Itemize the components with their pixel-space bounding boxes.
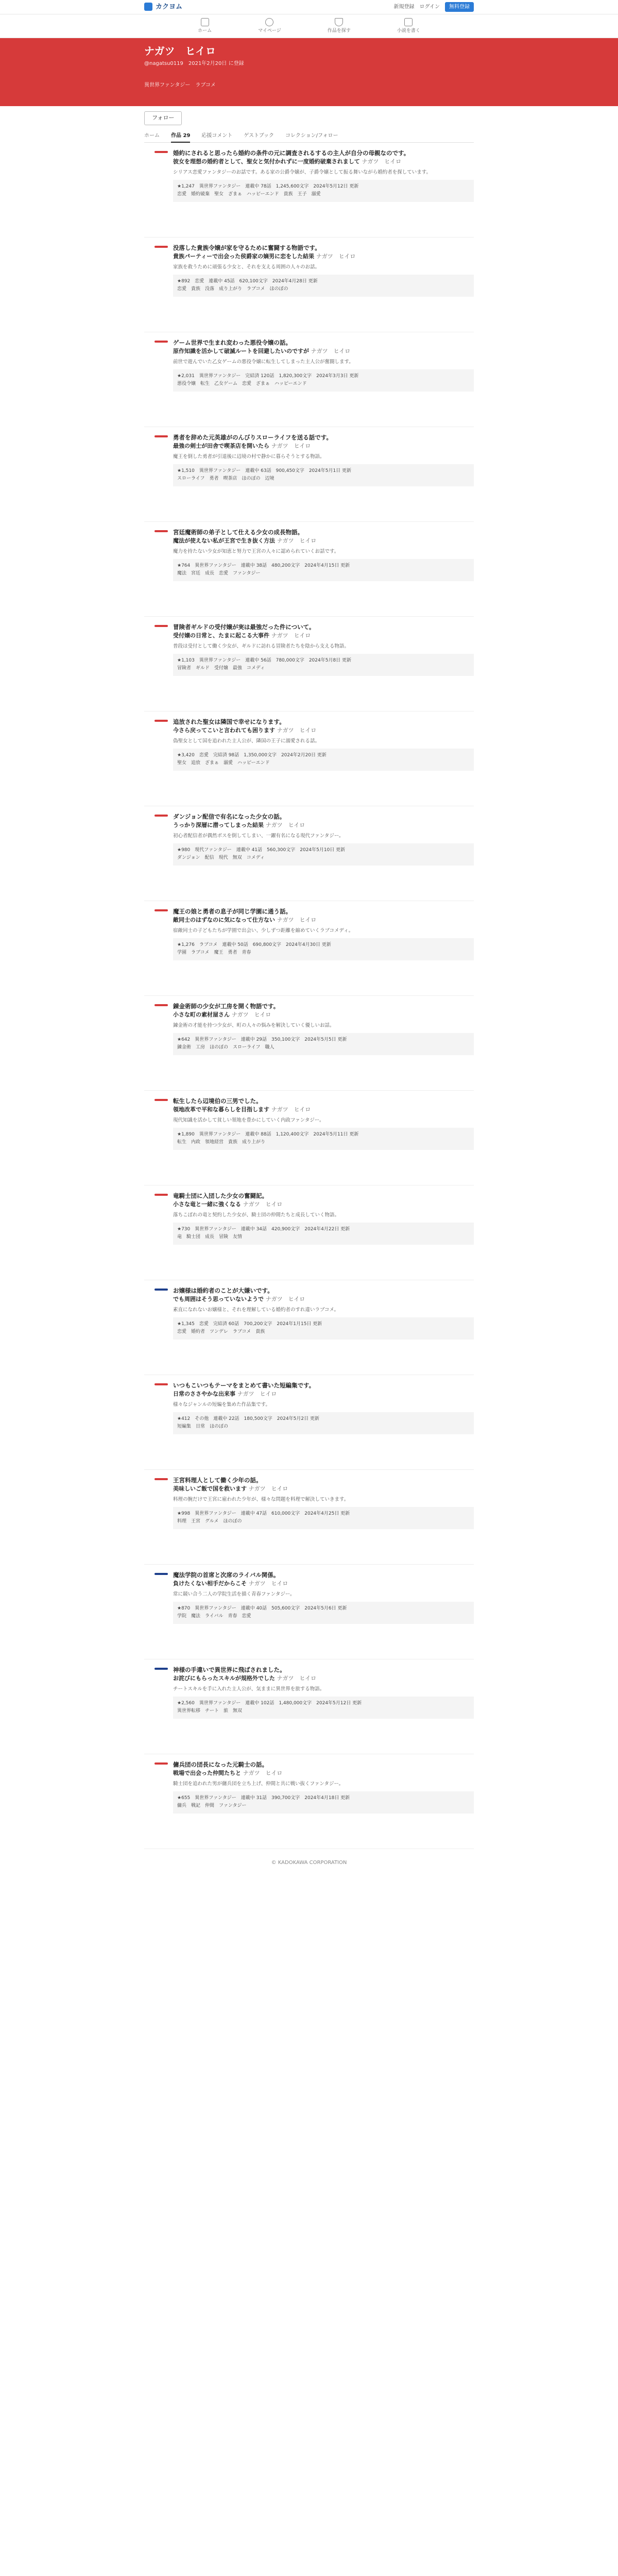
work-tags[interactable]: 学園 ラブコメ 魔王 勇者 青春: [177, 950, 251, 956]
register-button[interactable]: 無料登録: [445, 2, 474, 12]
work-stats: ★412 その他 連載中 22話 180,500文字 2024年5月2日 更新: [177, 1416, 319, 1422]
work-intro: 普段は受付として働く少女が、ギルドに訪れる冒険者たちを陰から支える物語。: [173, 643, 349, 650]
work-item[interactable]: [144, 1470, 474, 1565]
work-intro: 様々なジャンルの短編を集めた作品集です。: [173, 1402, 270, 1408]
works-list: [144, 143, 474, 1849]
work-catchcopy: 彼女を理想の婚約者として、聖女と気付かれずに一度婚約破棄されまして: [173, 158, 360, 165]
work-author[interactable]: ナガツ ヒイロ: [265, 822, 305, 829]
work-author[interactable]: ナガツ ヒイロ: [248, 1580, 288, 1587]
work-intro: 前世で遊んでいた乙女ゲームの悪役令嬢に転生してしまった主人公が奮闘します。: [173, 359, 354, 365]
work-subtitle: [173, 917, 474, 924]
genre-color-bar: [154, 1004, 168, 1006]
work-meta: [173, 1697, 474, 1719]
profile-header: [0, 38, 618, 106]
author-name: ナガツ ヒイロ: [144, 45, 216, 57]
work-meta: [173, 1317, 474, 1340]
nav-write-label: 小説を書く: [397, 28, 420, 33]
work-intro: 魔王を倒した勇者が引退後に辺境の村で静かに暮らそうとする物語。: [173, 454, 325, 460]
work-author[interactable]: ナガツ ヒイロ: [231, 1011, 271, 1019]
work-item[interactable]: [144, 522, 474, 617]
tab-works[interactable]: 作品 29: [171, 132, 190, 143]
work-subtitle: [173, 158, 474, 166]
work-stats: ★2,031 異世界ファンタジー 完結済 120話 1,820,300文字 2024年3月3日 更新: [177, 374, 359, 379]
work-tags[interactable]: 聖女 追放 ざまぁ 溺愛 ハッピーエンド: [177, 760, 270, 766]
work-tags[interactable]: 料理 王宮 グルメ ほのぼの: [177, 1519, 242, 1524]
work-title[interactable]: 神様の手違いで異世界に飛ばされました。: [173, 1666, 286, 1674]
work-title[interactable]: 魔王の娘と勇者の息子が同じ学園に通う話。: [173, 908, 291, 916]
main-nav: [0, 14, 618, 38]
work-subtitle: [173, 348, 474, 355]
work-tags[interactable]: 学院 魔法 ライバル 青春 恋愛: [177, 1614, 251, 1619]
work-stats: ★2,560 異世界ファンタジー 連載中 102話 1,480,000文字 2024年5月12日 更新: [177, 1701, 362, 1706]
work-tags[interactable]: 悪役令嬢 転生 乙女ゲーム 恋愛 ざまぁ ハッピーエンド: [177, 381, 307, 387]
work-tags[interactable]: 冒険者 ギルド 受付嬢 最強 コメディ: [177, 666, 265, 671]
work-title[interactable]: いつもこいつもテーマをまとめて書いた短編集です。: [173, 1382, 315, 1389]
nav-search[interactable]: [328, 18, 351, 34]
top-bar: [0, 0, 618, 14]
work-subtitle: [173, 1106, 474, 1114]
login-link[interactable]: ログイン: [419, 4, 440, 10]
work-stats: ★980 現代ファンタジー 連載中 41話 560,300文字 2024年5月10日 更新: [177, 848, 346, 853]
genre-color-bar: [154, 1478, 168, 1480]
work-stats: ★1,103 異世界ファンタジー 連載中 56話 780,000文字 2024年5月8日 更新: [177, 658, 352, 664]
work-stats: ★892 恋愛 連載中 45話 620,100文字 2024年4月28日 更新: [177, 279, 318, 284]
work-intro: 料理の腕だけで王宮に雇われた少年が、様々な問題を料理で解決していきます。: [173, 1497, 349, 1503]
work-author[interactable]: ナガツ ヒイロ: [271, 443, 311, 450]
genre-color-bar: [154, 246, 168, 248]
work-catchcopy: 負けたくない相手だからこそ: [173, 1580, 247, 1587]
work-author[interactable]: ナガツ ヒイロ: [243, 1201, 283, 1208]
work-stats: ★642 異世界ファンタジー 連載中 29話 350,100文字 2024年5月5日 更新: [177, 1037, 347, 1043]
logo-icon: [144, 3, 152, 11]
work-catchcopy: でも周囲はそう思っていないようで: [173, 1296, 264, 1303]
nav-home[interactable]: [198, 18, 212, 34]
work-author[interactable]: ナガツ ヒイロ: [248, 1485, 288, 1493]
top-links: [394, 2, 474, 12]
work-catchcopy: 今さら戻ってこいと言われても困ります: [173, 727, 275, 734]
work-title[interactable]: 婚約にされると思ったら婚約の条件の元に調査されるするの主人が自分の母親なのです。: [173, 149, 410, 157]
work-meta: [173, 464, 474, 486]
site-logo[interactable]: [144, 3, 182, 12]
work-catchcopy: 受付嬢の日常と、たまに起こる大事件: [173, 632, 269, 639]
work-title[interactable]: 宮廷魔術師の弟子として仕える少女の成長物語。: [173, 529, 303, 536]
tab-guestbook[interactable]: ゲストブック: [244, 132, 274, 139]
genre-color-bar: [154, 1289, 168, 1291]
work-intro: チートスキルを手に入れた主人公が、気ままに異世界を旅する物語。: [173, 1686, 325, 1692]
work-tags[interactable]: 傭兵 戦記 仲間 ファンタジー: [177, 1803, 247, 1809]
work-item[interactable]: [144, 1185, 474, 1280]
work-title[interactable]: 傭兵団の団長になった元騎士の話。: [173, 1761, 268, 1769]
work-title[interactable]: 錬金術師の少女が工房を開く物語です。: [173, 1003, 280, 1010]
work-item[interactable]: [144, 332, 474, 427]
work-stats: ★730 異世界ファンタジー 連載中 34話 420,900文字 2024年4月22日 更新: [177, 1227, 350, 1232]
genre-color-bar: [154, 1194, 168, 1196]
work-item[interactable]: [144, 996, 474, 1091]
work-meta: [173, 938, 474, 960]
work-subtitle: [173, 632, 474, 640]
work-tags[interactable]: ダンジョン 配信 現代 無双 コメディ: [177, 855, 265, 861]
genre-color-bar: [154, 909, 168, 911]
work-catchcopy: うっかり深層に潜ってしまった結果: [173, 822, 264, 829]
work-author[interactable]: ナガツ ヒイロ: [243, 1770, 283, 1777]
work-intro: 偽聖女として国を追われた主人公が、隣国の王子に溺愛される話。: [173, 738, 320, 744]
work-meta: [173, 749, 474, 771]
work-tags[interactable]: スローライフ 勇者 喫茶店 ほのぼの 辺境: [177, 476, 274, 482]
work-meta: [173, 275, 474, 297]
work-intro: シリアス恋愛ファンタジーのお話です。ある家の公爵令嬢が、子爵令嬢として振る舞いながら婚約者を探しています。: [173, 170, 432, 176]
genre-color-bar: [154, 1383, 168, 1385]
work-intro: 現代知識を活かして貧しい領地を豊かにしていく内政ファンタジー。: [173, 1117, 324, 1124]
genre-color-bar: [154, 151, 168, 153]
work-item[interactable]: [144, 238, 474, 332]
work-meta: [173, 1791, 474, 1814]
work-stats: ★1,890 異世界ファンタジー 連載中 88話 1,120,400文字 2024年5月11日 更新: [177, 1132, 359, 1138]
genre-color-bar: [154, 435, 168, 437]
work-meta: [173, 654, 474, 676]
profile-tabs: [144, 132, 474, 143]
work-title[interactable]: ゲーム世界で生まれ変わった悪役令嬢の話。: [173, 339, 291, 347]
genre-color-bar: [154, 1668, 168, 1670]
work-item[interactable]: [144, 806, 474, 901]
work-item[interactable]: [144, 427, 474, 522]
work-stats: ★655 異世界ファンタジー 連載中 31話 390,700文字 2024年4月18日 更新: [177, 1795, 350, 1801]
genre-color-bar: [154, 1573, 168, 1575]
search-icon: [335, 18, 343, 26]
work-meta: [173, 1128, 474, 1150]
work-item[interactable]: [144, 1375, 474, 1470]
work-subtitle: [173, 1485, 474, 1493]
nav-home-label: ホーム: [198, 28, 212, 33]
work-author[interactable]: ナガツ ヒイロ: [271, 1106, 311, 1113]
work-meta: [173, 180, 474, 202]
signup-link[interactable]: 新規登録: [393, 4, 415, 10]
pen-icon: [404, 18, 413, 26]
work-catchcopy: 最強の剣士が田舎で喫茶店を開いたら: [173, 443, 269, 450]
work-subtitle: [173, 1580, 474, 1588]
work-subtitle: [173, 1201, 474, 1209]
work-intro: 初心者配信者が偶然ボスを倒してしまい、一躍有名になる現代ファンタジー。: [173, 833, 344, 839]
nav-search-label: 作品を探す: [327, 28, 351, 33]
work-subtitle: [173, 1296, 474, 1303]
work-subtitle: [173, 443, 474, 450]
genre-color-bar: [154, 1762, 168, 1765]
work-title[interactable]: 没落した貴族令嬢が家を守るために奮闘する物語です。: [173, 244, 321, 252]
work-stats: ★1,345 恋愛 完結済 60話 700,200文字 2024年1月15日 更新: [177, 1321, 322, 1327]
work-stats: ★1,247 異世界ファンタジー 連載中 78話 1,245,600文字 2024年5月12日 更新: [177, 184, 359, 190]
work-meta: [173, 559, 474, 581]
work-author[interactable]: ナガツ ヒイロ: [311, 348, 351, 355]
work-title[interactable]: 勇者を辞めた元英雄がのんびりスローライフを送る話です。: [173, 434, 332, 442]
footer: © KADOKAWA CORPORATION: [271, 1860, 347, 1866]
genre-color-bar: [154, 530, 168, 532]
work-author[interactable]: ナガツ ヒイロ: [237, 1391, 277, 1398]
genre-color-bar: [154, 625, 168, 627]
work-title[interactable]: 竜騎士団に入団した少女の奮闘記。: [173, 1192, 268, 1200]
work-item[interactable]: [144, 1280, 474, 1375]
author-id: @nagatsu0119 2021年2月20日 に登録: [144, 61, 244, 66]
work-tags[interactable]: 転生 内政 領地経営 貴族 成り上がり: [177, 1140, 266, 1145]
work-intro: 素直になれないお嬢様と、それを理解している婚約者のすれ違いラブコメ。: [173, 1307, 339, 1313]
follow-button[interactable]: フォロー: [144, 111, 182, 125]
work-stats: ★998 異世界ファンタジー 連載中 47話 610,000文字 2024年4月25日 更新: [177, 1511, 350, 1517]
work-title[interactable]: ダンジョン配信で有名になった少女の話。: [173, 813, 286, 821]
work-meta: [173, 1412, 474, 1434]
work-intro: 宿敵同士の子どもたちが学園で出会い、少しずつ距離を縮めていくラブコメディ。: [173, 928, 354, 934]
genre-color-bar: [154, 1099, 168, 1101]
work-catchcopy: 敵同士のはずなのに気になって仕方ない: [173, 917, 275, 924]
work-intro: 常に競い合う二人の学院生活を描く青春ファンタジー。: [173, 1591, 295, 1598]
work-item[interactable]: [144, 617, 474, 711]
genre-color-bar: [154, 720, 168, 722]
work-catchcopy: 美味しいご飯で国を救います: [173, 1485, 247, 1493]
work-stats: ★3,420 恋愛 完結済 98話 1,350,000文字 2024年2月20日 更新: [177, 753, 327, 758]
work-meta: [173, 1507, 474, 1529]
nav-mypage-label: マイページ: [258, 28, 281, 33]
work-author[interactable]: ナガツ ヒイロ: [316, 253, 356, 260]
work-author[interactable]: ナガツ ヒイロ: [271, 632, 311, 639]
work-intro: 騎士団を追われた男が傭兵団を立ち上げ、仲間と共に戦い抜くファンタジー。: [173, 1781, 344, 1787]
work-catchcopy: お詫びにもらったスキルが規格外でした: [173, 1675, 275, 1682]
work-catchcopy: 戦場で出会った仲間たちと: [173, 1770, 241, 1777]
nav-mypage[interactable]: [258, 18, 281, 34]
work-subtitle: [173, 727, 474, 735]
work-meta: [173, 1223, 474, 1245]
work-title[interactable]: 王宮料理人として働く少年の話。: [173, 1477, 262, 1484]
work-item[interactable]: [144, 1565, 474, 1659]
work-stats: ★1,510 異世界ファンタジー 連載中 63話 900,450文字 2024年5月1日 更新: [177, 468, 352, 474]
work-tags[interactable]: 異世界転移 チート 旅 無双: [177, 1708, 243, 1714]
work-item[interactable]: [144, 1659, 474, 1754]
work-tags[interactable]: 錬金術 工房 ほのぼの スローライフ 職人: [177, 1045, 274, 1050]
work-subtitle: [173, 1770, 474, 1777]
work-intro: 錬金術の才能を持つ少女が、町の人々の悩みを解決していく優しいお話。: [173, 1023, 335, 1029]
work-tags[interactable]: 竜 騎士団 成長 冒険 友情: [177, 1234, 243, 1240]
tab-collection[interactable]: コレクション/フォロー: [285, 132, 338, 139]
genre-color-bar: [154, 815, 168, 817]
user-icon: [265, 18, 273, 26]
work-subtitle: [173, 1011, 474, 1019]
tab-comments[interactable]: 応援コメント: [201, 132, 233, 139]
work-author[interactable]: ナガツ ヒイロ: [277, 727, 317, 734]
work-subtitle: [173, 1675, 474, 1683]
work-item[interactable]: [144, 143, 474, 238]
work-tags[interactable]: 恋愛 婚約破棄 聖女 ざまぁ ハッピーエンド 貴族 王子 溺愛: [177, 192, 321, 197]
follow-area: [0, 106, 618, 130]
work-subtitle: [173, 537, 474, 545]
work-meta: [173, 369, 474, 392]
work-title[interactable]: お嬢様は婚約者のことが大嫌いです。: [173, 1287, 273, 1295]
work-item[interactable]: [144, 711, 474, 806]
work-catchcopy: 日常のささやかな出来事: [173, 1391, 235, 1398]
work-catchcopy: 小さな竜と一緒に強くなる: [173, 1201, 241, 1208]
work-subtitle: [173, 822, 474, 829]
work-tags[interactable]: 短編集 日常 ほのぼの: [177, 1424, 229, 1430]
genre-color-bar: [154, 341, 168, 343]
work-author[interactable]: ナガツ ヒイロ: [277, 537, 317, 545]
work-stats: ★870 異世界ファンタジー 連載中 40話 505,600文字 2024年5月6日 更新: [177, 1606, 347, 1612]
work-item[interactable]: [144, 901, 474, 996]
work-title[interactable]: 魔法学院の首席と次席のライバル関係。: [173, 1571, 280, 1579]
work-meta: [173, 843, 474, 866]
work-item[interactable]: [144, 1091, 474, 1185]
work-meta: [173, 1602, 474, 1624]
work-tags[interactable]: 恋愛 婚約者 ツンデレ ラブコメ 貴族: [177, 1329, 265, 1335]
work-author[interactable]: ナガツ ヒイロ: [277, 1675, 317, 1682]
author-genres: 異世界ファンタジー ラブコメ: [144, 82, 216, 88]
work-title[interactable]: 追放された聖女は隣国で幸せになります。: [173, 718, 285, 726]
work-subtitle: [173, 1391, 474, 1398]
work-author[interactable]: ナガツ ヒイロ: [277, 917, 317, 924]
work-intro: 落ちこぼれの竜と契約した少女が、騎士団の仲間たちと成長していく物語。: [173, 1212, 340, 1218]
work-author[interactable]: ナガツ ヒイロ: [362, 158, 402, 165]
work-intro: 家族を救うために頑張る少女と、それを支える周囲の人々のお話。: [173, 264, 320, 270]
work-catchcopy: 小さな町の素材屋さん: [173, 1011, 230, 1019]
work-catchcopy: 原作知識を活かして破滅ルートを回避したいのですが: [173, 348, 309, 355]
tab-home[interactable]: ホーム: [144, 132, 160, 139]
home-icon: [201, 18, 209, 26]
work-catchcopy: 領地改革で平和な暮らしを目指します: [173, 1106, 269, 1113]
work-intro: 魔力を持たない少女が知恵と努力で王宮の人々に認められていくお話です。: [173, 549, 339, 555]
logo-text: カクヨム: [156, 3, 183, 11]
nav-write[interactable]: [397, 18, 420, 34]
work-title[interactable]: 転生したら辺境伯の三男でした。: [173, 1097, 262, 1105]
work-tags[interactable]: 恋愛 貴族 没落 成り上がり ラブコメ ほのぼの: [177, 286, 288, 292]
work-stats: ★1,276 ラブコメ 連載中 50話 690,800文字 2024年4月30日 更新: [177, 942, 331, 948]
work-stats: ★764 異世界ファンタジー 連載中 38話 480,200文字 2024年4月15日 更新: [177, 563, 350, 569]
work-catchcopy: 魔法が使えない私が王宮で生き抜く方法: [173, 537, 275, 545]
work-author[interactable]: ナガツ ヒイロ: [265, 1296, 305, 1303]
work-item[interactable]: [144, 1754, 474, 1849]
work-tags[interactable]: 魔法 宮廷 成長 恋愛 ファンタジー: [177, 571, 261, 577]
work-title[interactable]: 冒険者ギルドの受付嬢が実は最強だった件について。: [173, 623, 315, 631]
work-meta: [173, 1033, 474, 1055]
work-catchcopy: 貴族パーティーで出会った侯爵家の嫡男に恋をした結果: [173, 253, 315, 260]
work-subtitle: [173, 253, 474, 261]
